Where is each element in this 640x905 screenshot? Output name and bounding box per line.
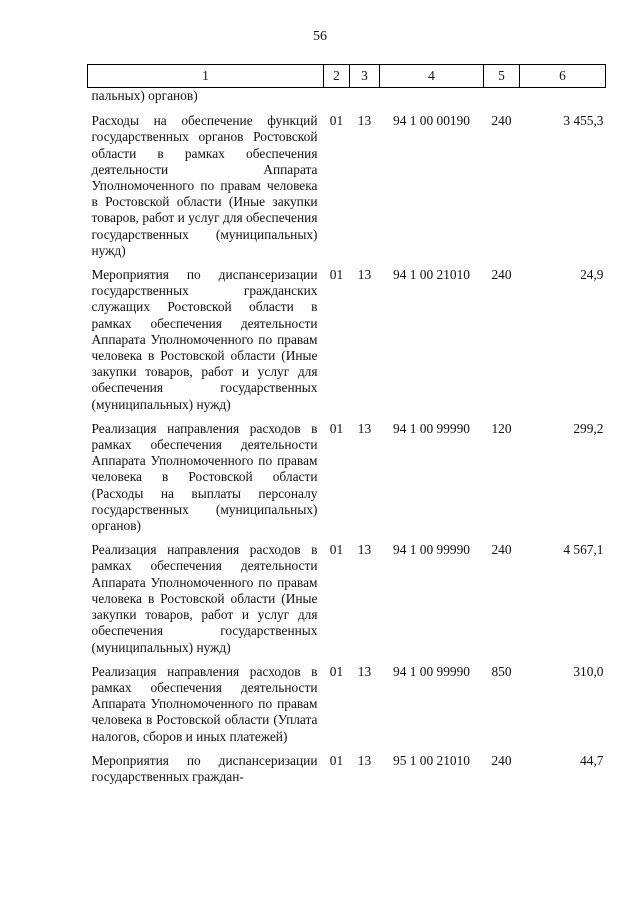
row-subsection: 13 <box>357 663 372 679</box>
header-col-4: 4 <box>380 65 484 88</box>
table-row <box>88 753 606 793</box>
row-amount: 3 455,3 <box>563 113 604 129</box>
row-subsection: 13 <box>357 113 372 129</box>
row-subsection: 13 <box>357 420 372 436</box>
row-description: Реализация направления расходов в рамках обеспечения деятельности Аппарата Уполномоченного по правам человека в Ростовской области (Уплата налогов, сборов и иных платежей) <box>91 663 318 744</box>
row-section: 01 <box>329 663 344 679</box>
row-section: 01 <box>329 752 344 768</box>
row-target-code: 94 1 00 21010 <box>393 267 470 283</box>
table-row <box>88 113 606 267</box>
table-row <box>88 542 606 663</box>
row-expense-type: 850 <box>491 663 512 679</box>
header-col-6: 6 <box>520 65 606 88</box>
table-row <box>88 421 606 542</box>
row-amount: 24,9 <box>580 267 604 283</box>
row-expense-type: 240 <box>491 752 512 768</box>
budget-table <box>87 64 606 793</box>
row-section: 01 <box>329 267 344 283</box>
row-section: 01 <box>329 420 344 436</box>
row-target-code: 95 1 00 21010 <box>393 752 470 768</box>
row-expense-type: 240 <box>491 113 512 129</box>
row-description: Мероприятия по диспансеризации государственных граждан- <box>91 752 318 784</box>
row-expense-type: 240 <box>491 542 512 558</box>
row-section: 01 <box>329 113 344 129</box>
row-target-code: 94 1 00 99990 <box>393 542 470 558</box>
row-target-code: 94 1 00 99990 <box>393 663 470 679</box>
row-amount: 4 567,1 <box>563 542 604 558</box>
row-subsection: 13 <box>357 752 372 768</box>
table-row <box>88 267 606 421</box>
row-description: Мероприятия по диспансеризации государственных гражданских служащих Ростовской области в рамках обеспечения деятельности Аппарата Уполномоченного по правам человека в Ростовской области (Иные закупки товаров, работ и услуг для обеспечения государственных (муниципальных) нужд) <box>91 267 318 412</box>
row-section: 01 <box>329 542 344 558</box>
row-subsection: 13 <box>357 542 372 558</box>
continuation-text: пальных) органов) <box>91 88 198 103</box>
row-target-code: 94 1 00 00190 <box>393 113 470 129</box>
row-target-code: 94 1 00 99990 <box>393 420 470 436</box>
table-row <box>88 664 606 753</box>
row-description: Расходы на обеспечение функций государственных органов Ростовской области в рамках обеспечения деятельности Аппарата Уполномоченного по правам человека в Ростовской области (Иные закупки товаров, работ и услуг для обеспечения государственных (муниципальных) нужд) <box>91 113 318 258</box>
header-col-2: 2 <box>324 65 350 88</box>
header-col-5: 5 <box>484 65 520 88</box>
row-expense-type: 120 <box>491 420 512 436</box>
page-number: 56 <box>313 29 327 44</box>
row-subsection: 13 <box>357 267 372 283</box>
row-description: Реализация направления расходов в рамках обеспечения деятельности Аппарата Уполномоченного по правам человека в Ростовской области (Иные закупки товаров, работ и услуг для обеспечения государственных (муниципальных) нужд) <box>91 542 318 655</box>
row-amount: 299,2 <box>573 420 604 436</box>
continuation-row <box>88 88 606 114</box>
header-row <box>88 65 606 88</box>
row-amount: 310,0 <box>573 663 604 679</box>
header-col-1: 1 <box>88 65 324 88</box>
row-description: Реализация направления расходов в рамках обеспечения деятельности Аппарата Уполномоченного по правам человека в Ростовской области (Расходы на выплаты персоналу государственных (муниципальных) органов) <box>91 420 318 534</box>
row-amount: 44,7 <box>580 752 604 768</box>
row-expense-type: 240 <box>491 267 512 283</box>
header-col-3: 3 <box>350 65 380 88</box>
